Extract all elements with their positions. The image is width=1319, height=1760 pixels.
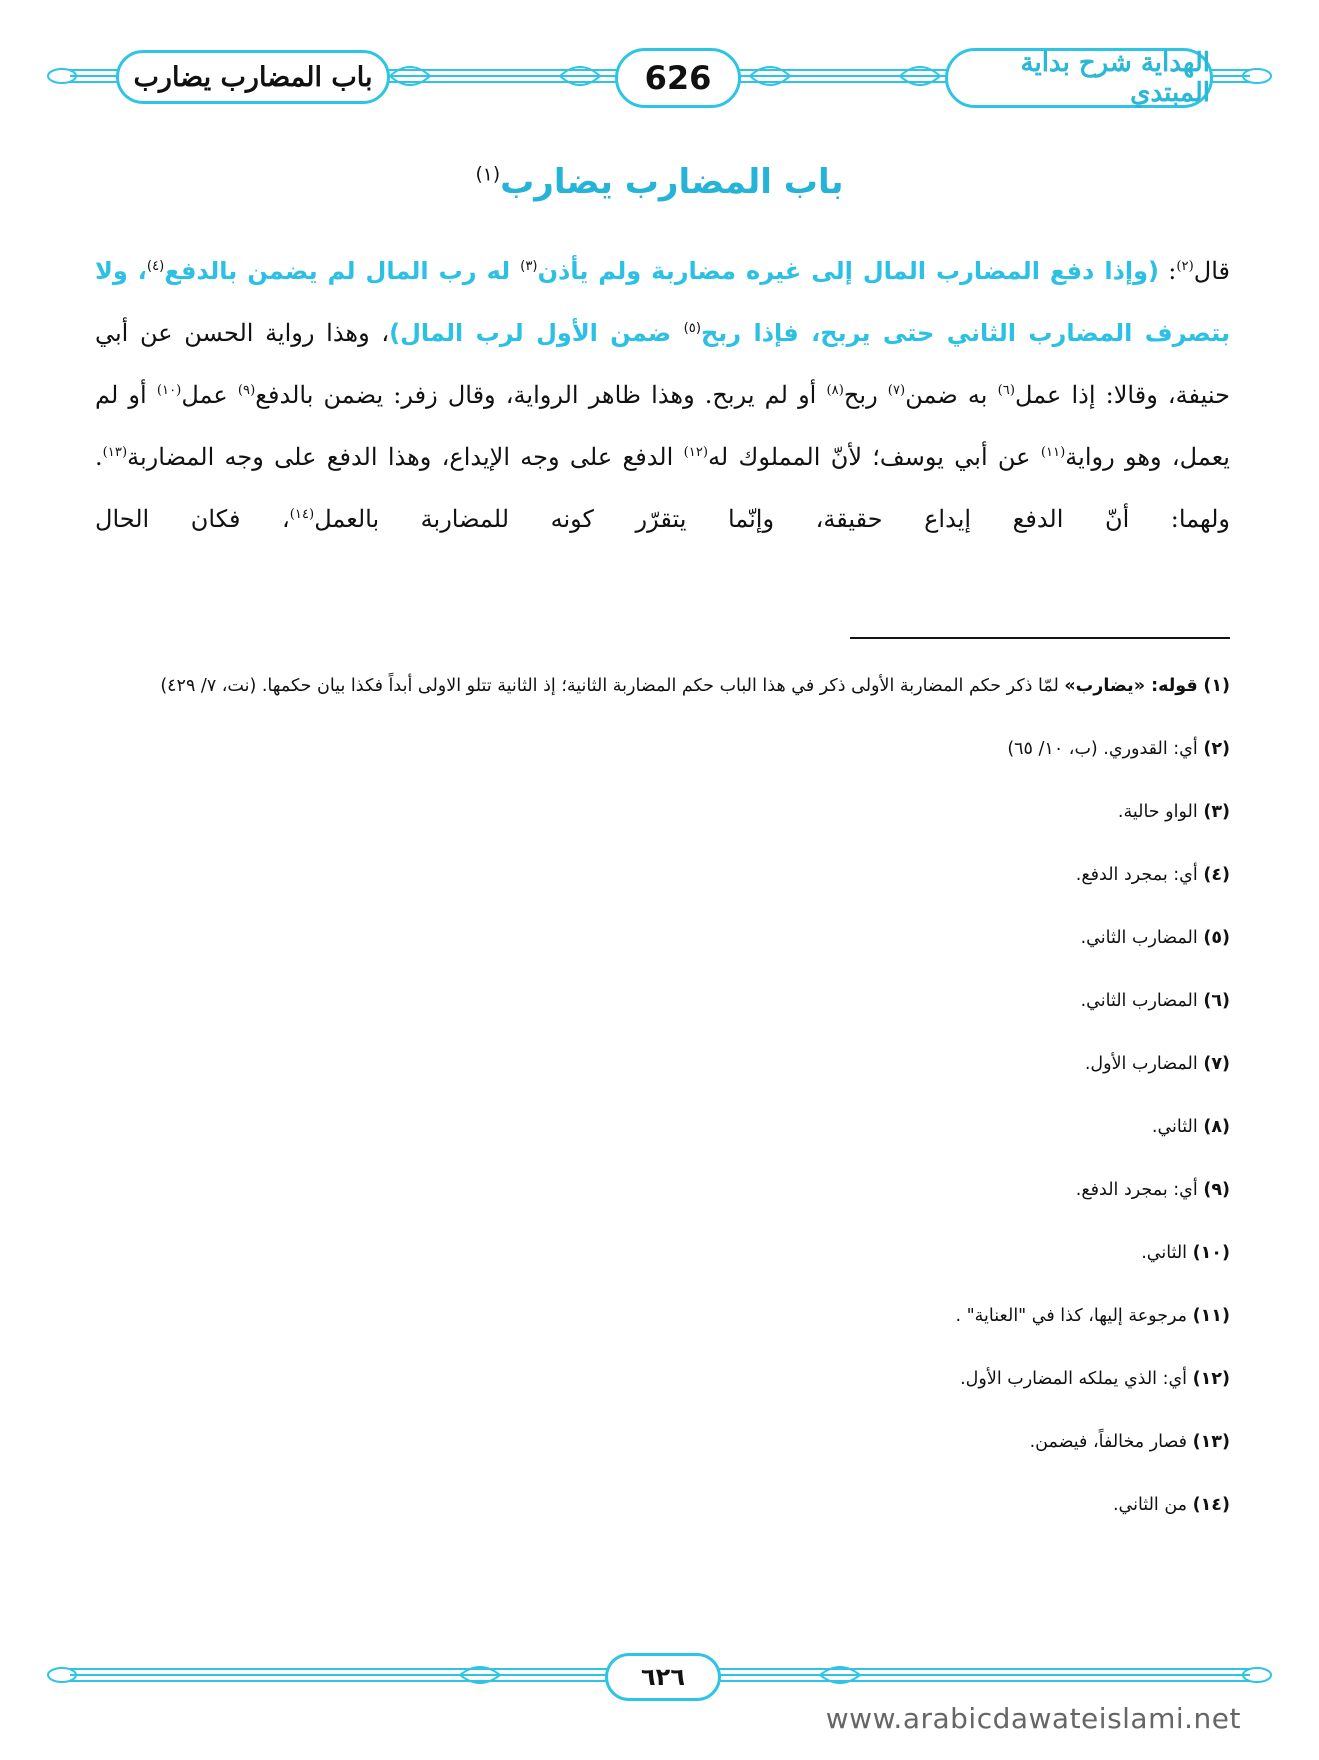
footnote-9 xyxy=(95,1172,1230,1208)
footnote-7 xyxy=(95,1046,1230,1082)
footnote-number: (١٠) xyxy=(1192,1243,1230,1263)
text-run: أو لم يربح. وهذا ظاهر الرواية، وقال زفر: يضمن بالدفع xyxy=(255,381,827,409)
footnote-8 xyxy=(95,1109,1230,1145)
text-run: به ضمن xyxy=(905,381,998,409)
footnote-number: (١٢) xyxy=(1192,1369,1230,1389)
footnote-label: قوله: «يضارب» xyxy=(1064,676,1198,696)
text-run: ربح xyxy=(843,381,888,409)
footnote-text: أي: بمجرد الدفع. xyxy=(1075,865,1198,885)
footnote-text: المضارب الأول. xyxy=(1084,1054,1198,1074)
text-run: ، فكان الحال xyxy=(95,505,290,533)
text-run: : xyxy=(1159,257,1177,285)
page-header xyxy=(40,42,1279,114)
matn-run: (وإذا دفع المضارب المال إلى غيره مضاربة ولم يأذن xyxy=(537,257,1159,285)
footnote-12 xyxy=(95,1361,1230,1397)
footnote-4 xyxy=(95,857,1230,893)
chapter-title xyxy=(0,162,1319,202)
footnote-ref: (١٤) xyxy=(289,507,315,522)
text-run: . ولهما: أنّ الدفع إيداع حقيقة، وإنّما يتقرّر كونه للمضاربة بالعمل xyxy=(95,443,1231,533)
footnote-text: المضارب الثاني. xyxy=(1080,991,1198,1011)
text-run: عمل xyxy=(181,381,238,409)
footnote-ref: (٦) xyxy=(997,383,1015,398)
matn-run: له رب المال لم يضمن بالدفع xyxy=(164,257,521,285)
footnote-ref: (٨) xyxy=(826,383,844,398)
footnote-text: الثاني. xyxy=(1141,1243,1188,1263)
footnote-text: أي: الذي يملكه المضارب الأول. xyxy=(960,1369,1188,1389)
text-run: أو لم يعمل، وهو رواية xyxy=(95,381,1230,471)
footnotes xyxy=(95,668,1230,1550)
footnote-ref: (٥) xyxy=(683,321,701,336)
footnote-number: (٨) xyxy=(1203,1117,1230,1137)
footnote-text: أي: بمجرد الدفع. xyxy=(1075,1180,1198,1200)
footnote-text: المضارب الثاني. xyxy=(1080,928,1198,948)
footnote-number: (٣) xyxy=(1203,802,1230,822)
footnote-2 xyxy=(95,731,1230,767)
chapter-title-text: باب المضارب يضارب xyxy=(500,162,844,202)
footnote-number: (١٤) xyxy=(1192,1495,1230,1515)
footnote-text: فصار مخالفاً، فيضمن. xyxy=(1029,1432,1188,1452)
footnote-13 xyxy=(95,1424,1230,1460)
footnote-11 xyxy=(95,1298,1230,1334)
footnote-text: الواو حالية. xyxy=(1117,802,1198,822)
footnote-ref: (٤) xyxy=(146,259,165,274)
footnote-3 xyxy=(95,794,1230,830)
footnote-divider xyxy=(850,637,1230,639)
footnote-number: (٥) xyxy=(1203,928,1230,948)
page-number: 626 xyxy=(615,48,741,108)
footnote-1 xyxy=(95,668,1230,704)
footnote-text: لمّا ذكر حكم المضاربة الأولى ذكر في هذا الباب حكم المضاربة الثانية؛ إذ الثانية تتلو الاولى أبداً فكذا بيان حكمها. (نت، ٧/ ٤٢٩) xyxy=(160,676,1065,696)
footnote-ref: (١٣) xyxy=(102,445,128,460)
footnote-ref: (٢) xyxy=(1176,259,1194,274)
footnote-14 xyxy=(95,1487,1230,1523)
footnote-text: أي: القدوري. (ب، ١٠/ ٦٥) xyxy=(1007,739,1198,759)
footnote-number: (٢) xyxy=(1203,739,1230,759)
footnote-text: من الثاني. xyxy=(1112,1495,1188,1515)
text-run: ، وهذا رواية الحسن عن أبي حنيفة، وقالا: إذا عمل xyxy=(95,319,1231,409)
text-run: الدفع على وجه الإيداع، وهذا الدفع على وجه المضاربة xyxy=(127,443,684,471)
footnote-6 xyxy=(95,983,1230,1019)
footnote-number: (١١) xyxy=(1192,1306,1230,1326)
book-title-logo: الهداية شرح بداية المبتدي xyxy=(945,48,1213,108)
text-run: عن أبي يوسف؛ لأنّ المملوك له xyxy=(708,443,1041,471)
running-chapter-title: باب المضارب يضارب xyxy=(116,50,390,104)
matn-run: ، ولا بتصرف المضارب الثاني حتى يربح، فإذا ربح xyxy=(95,257,1231,347)
main-text xyxy=(95,240,1230,550)
footnote-ref: (١) xyxy=(475,164,501,186)
matn-run: ضمن الأول لرب المال) xyxy=(389,319,684,347)
website-url: www.arabicdawateislami.net xyxy=(825,1702,1241,1735)
footnote-number: (٧) xyxy=(1203,1054,1230,1074)
footnote-ref: (٩) xyxy=(237,383,256,398)
footnote-ref: (١٠) xyxy=(156,383,182,398)
page-footer xyxy=(40,1645,1279,1705)
footnote-number: (١٣) xyxy=(1192,1432,1230,1452)
footnote-number: (٤) xyxy=(1203,865,1230,885)
footnote-number: (١) xyxy=(1203,676,1230,696)
footnote-text: مرجوعة إليها، كذا في "العناية" . xyxy=(955,1306,1188,1326)
footnote-ref: (٣) xyxy=(520,259,538,274)
footnote-5 xyxy=(95,920,1230,956)
footnote-text: الثاني. xyxy=(1151,1117,1198,1137)
footnote-10 xyxy=(95,1235,1230,1271)
footnote-ref: (١٢) xyxy=(683,445,709,460)
footnote-number: (٦) xyxy=(1203,991,1230,1011)
footer-page-number: ٦٢٦ xyxy=(605,1653,721,1701)
text-run: قال xyxy=(1193,257,1230,285)
footnote-ref: (٧) xyxy=(887,383,906,398)
footnote-ref: (١١) xyxy=(1040,445,1066,460)
footnote-number: (٩) xyxy=(1203,1180,1230,1200)
